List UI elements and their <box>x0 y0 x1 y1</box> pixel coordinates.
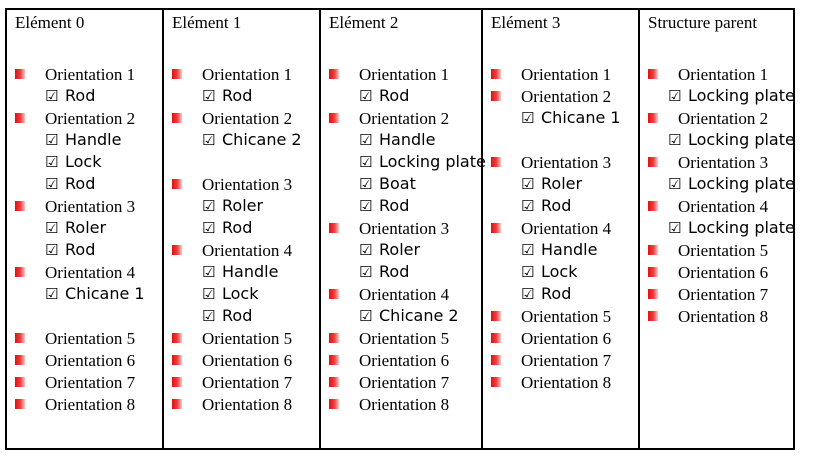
checked-item-rod[interactable] <box>359 86 409 108</box>
checkbox-checked-icon[interactable]: ☑ <box>359 87 373 105</box>
item-label: Rod <box>65 86 96 105</box>
red-square-bullet-icon <box>648 157 658 167</box>
orientation-label: Orientation 5 <box>359 329 450 348</box>
red-square-bullet-icon <box>648 201 658 211</box>
orientation-label: Orientation 7 <box>359 373 450 392</box>
checkbox-checked-icon[interactable]: ☑ <box>202 219 216 237</box>
item-label: Locking plate <box>688 86 795 105</box>
column-structure-parent <box>640 10 793 448</box>
orientation-label: Orientation 6 <box>359 351 450 370</box>
checkbox-checked-icon[interactable]: ☑ <box>45 131 59 149</box>
checked-item-chicane-2[interactable] <box>202 130 302 152</box>
item-label: Lock <box>222 284 259 303</box>
orientation-label: Orientation 6 <box>521 329 612 348</box>
orientation-label: Orientation 2 <box>359 109 450 128</box>
orientation-row <box>321 394 481 416</box>
orientation-label: Orientation 6 <box>202 351 293 370</box>
orientation-label: Orientation 2 <box>521 87 612 106</box>
checkbox-checked-icon[interactable]: ☑ <box>202 285 216 303</box>
checked-item-lock[interactable] <box>202 284 258 306</box>
red-square-bullet-icon <box>172 377 182 387</box>
orientation-label: Orientation 5 <box>521 307 612 326</box>
checkbox-checked-icon[interactable]: ☑ <box>521 285 535 303</box>
orientation-row <box>640 284 793 306</box>
orientation-row <box>483 350 638 372</box>
column-element-2 <box>321 10 486 448</box>
orientation-row <box>483 64 638 86</box>
item-label: Locking plate <box>688 130 795 149</box>
orientation-row <box>321 328 481 350</box>
checkbox-checked-icon[interactable]: ☑ <box>202 131 216 149</box>
orientation-label: Orientation 4 <box>678 197 769 216</box>
orientation-row <box>164 350 319 372</box>
orientation-label: Orientation 5 <box>678 241 769 260</box>
checkbox-checked-icon[interactable]: ☑ <box>521 109 535 127</box>
orientation-label: Orientation 6 <box>45 351 136 370</box>
orientation-row <box>640 108 793 130</box>
orientation-label: Orientation 8 <box>359 395 450 414</box>
checked-item-roler[interactable] <box>45 218 106 240</box>
checked-item-handle[interactable] <box>521 240 597 262</box>
red-square-bullet-icon <box>329 399 339 409</box>
checkbox-checked-icon[interactable]: ☑ <box>202 197 216 215</box>
orientation-label: Orientation 7 <box>202 373 293 392</box>
item-label: Chicane 2 <box>222 130 302 149</box>
checked-item-lock[interactable] <box>521 262 577 284</box>
orientation-row <box>483 218 638 240</box>
orientation-label: Orientation 1 <box>521 65 612 84</box>
red-square-bullet-icon <box>172 113 182 123</box>
orientation-label: Orientation 8 <box>202 395 293 414</box>
column-element-1 <box>164 10 321 448</box>
red-square-bullet-icon <box>15 399 25 409</box>
red-square-bullet-icon <box>15 377 25 387</box>
orientation-label: Orientation 2 <box>45 109 136 128</box>
item-label: Locking plate <box>688 218 795 237</box>
orientation-row <box>321 350 481 372</box>
orientation-row <box>164 240 319 262</box>
checked-item-chicane-1[interactable] <box>521 108 621 130</box>
checked-item-rod[interactable] <box>521 196 571 218</box>
orientation-label: Orientation 7 <box>45 373 136 392</box>
column-title: Elément 0 <box>15 13 85 32</box>
orientation-label: Orientation 6 <box>678 263 769 282</box>
orientation-row <box>640 306 793 328</box>
orientation-row <box>640 262 793 284</box>
checkbox-checked-icon[interactable]: ☑ <box>521 263 535 281</box>
checked-item-rod[interactable] <box>521 284 571 306</box>
item-label: Locking plate <box>379 152 486 171</box>
item-label: Roler <box>379 240 421 259</box>
checked-item-handle[interactable] <box>45 130 121 152</box>
orientation-label: Orientation 5 <box>202 329 293 348</box>
orientation-label: Orientation 1 <box>359 65 450 84</box>
checked-item-chicane-2[interactable] <box>359 306 459 328</box>
orientation-row <box>7 394 162 416</box>
orientation-label: Orientation 3 <box>521 153 612 172</box>
item-label: Boat <box>379 174 416 193</box>
column-title: Elément 1 <box>172 13 242 32</box>
orientation-row <box>640 64 793 86</box>
red-square-bullet-icon <box>15 267 25 277</box>
checked-item-rod[interactable] <box>45 86 95 108</box>
orientation-row <box>640 152 793 174</box>
orientation-label: Orientation 2 <box>678 109 769 128</box>
red-square-bullet-icon <box>172 179 182 189</box>
red-square-bullet-icon <box>491 311 501 321</box>
item-label: Lock <box>541 262 578 281</box>
checked-item-locking-plate[interactable] <box>359 152 486 174</box>
red-square-bullet-icon <box>329 69 339 79</box>
checked-item-rod[interactable] <box>202 86 252 108</box>
red-square-bullet-icon <box>172 245 182 255</box>
item-label: Rod <box>65 174 96 193</box>
orientation-label: Orientation 1 <box>45 65 136 84</box>
orientation-label: Orientation 4 <box>45 263 136 282</box>
column-title: Elément 2 <box>329 13 399 32</box>
red-square-bullet-icon <box>491 333 501 343</box>
checkbox-checked-icon[interactable]: ☑ <box>359 175 373 193</box>
item-label: Roler <box>541 174 583 193</box>
item-label: Rod <box>379 196 410 215</box>
item-label: Lock <box>65 152 102 171</box>
orientation-label: Orientation 3 <box>202 175 293 194</box>
checkbox-checked-icon[interactable]: ☑ <box>521 175 535 193</box>
orientation-label: Orientation 4 <box>521 219 612 238</box>
checked-item-locking-plate[interactable] <box>668 86 795 108</box>
orientation-row <box>321 64 481 86</box>
checkbox-checked-icon[interactable]: ☑ <box>45 219 59 237</box>
checked-item-boat[interactable] <box>359 174 416 196</box>
orientation-label: Orientation 7 <box>521 351 612 370</box>
orientation-row <box>321 372 481 394</box>
item-label: Rod <box>541 284 572 303</box>
checkbox-checked-icon[interactable]: ☑ <box>359 263 373 281</box>
orientation-row <box>483 372 638 394</box>
red-square-bullet-icon <box>329 333 339 343</box>
item-label: Handle <box>541 240 598 259</box>
checkbox-checked-icon[interactable]: ☑ <box>359 241 373 259</box>
orientation-label: Orientation 4 <box>202 241 293 260</box>
red-square-bullet-icon <box>15 333 25 343</box>
checkbox-checked-icon[interactable]: ☑ <box>359 307 373 325</box>
orientation-label: Orientation 4 <box>359 285 450 304</box>
item-label: Chicane 1 <box>65 284 145 303</box>
item-label: Rod <box>222 218 253 237</box>
red-square-bullet-icon <box>648 311 658 321</box>
item-label: Roler <box>222 196 264 215</box>
item-label: Handle <box>65 130 122 149</box>
red-square-bullet-icon <box>491 157 501 167</box>
checkbox-checked-icon[interactable]: ☑ <box>668 131 682 149</box>
item-label: Rod <box>222 306 253 325</box>
checkbox-checked-icon[interactable]: ☑ <box>45 87 59 105</box>
checked-item-roler[interactable] <box>202 196 263 218</box>
item-label: Rod <box>65 240 96 259</box>
checkbox-checked-icon[interactable]: ☑ <box>521 241 535 259</box>
orientation-label: Orientation 1 <box>202 65 293 84</box>
orientation-label: Orientation 2 <box>202 109 293 128</box>
checked-item-roler[interactable] <box>359 240 420 262</box>
orientation-label: Orientation 5 <box>45 329 136 348</box>
checkbox-checked-icon[interactable]: ☑ <box>202 263 216 281</box>
red-square-bullet-icon <box>329 355 339 365</box>
orientation-row <box>7 372 162 394</box>
orientation-row <box>321 108 481 130</box>
orientation-label: Orientation 8 <box>521 373 612 392</box>
orientation-row <box>7 196 162 218</box>
red-square-bullet-icon <box>329 377 339 387</box>
red-square-bullet-icon <box>648 289 658 299</box>
checked-item-rod[interactable] <box>202 218 252 240</box>
red-square-bullet-icon <box>172 69 182 79</box>
red-square-bullet-icon <box>15 113 25 123</box>
column-element-3 <box>483 10 640 448</box>
item-label: Locking plate <box>688 174 795 193</box>
orientation-row <box>483 86 638 108</box>
orientation-row <box>7 328 162 350</box>
checked-item-locking-plate[interactable] <box>668 130 795 152</box>
item-label: Roler <box>65 218 107 237</box>
orientation-row <box>483 328 638 350</box>
item-label: Chicane 1 <box>541 108 621 127</box>
orientation-row <box>7 262 162 284</box>
orientation-row <box>164 328 319 350</box>
orientation-row <box>164 372 319 394</box>
orientation-row <box>7 108 162 130</box>
checked-item-rod[interactable] <box>359 262 409 284</box>
checkbox-checked-icon[interactable]: ☑ <box>202 87 216 105</box>
orientation-row <box>7 350 162 372</box>
red-square-bullet-icon <box>172 333 182 343</box>
checked-item-locking-plate[interactable] <box>668 218 795 240</box>
checkbox-checked-icon[interactable]: ☑ <box>45 175 59 193</box>
orientation-row <box>640 196 793 218</box>
orientation-label: Orientation 8 <box>678 307 769 326</box>
checked-item-rod[interactable] <box>359 196 409 218</box>
orientation-table <box>5 8 795 450</box>
checkbox-checked-icon[interactable]: ☑ <box>359 153 373 171</box>
item-label: Rod <box>222 86 253 105</box>
red-square-bullet-icon <box>15 201 25 211</box>
orientation-row <box>164 108 319 130</box>
orientation-label: Orientation 3 <box>45 197 136 216</box>
checkbox-checked-icon[interactable]: ☑ <box>359 197 373 215</box>
checkbox-checked-icon[interactable]: ☑ <box>359 131 373 149</box>
checked-item-rod[interactable] <box>202 306 252 328</box>
checkbox-checked-icon[interactable]: ☑ <box>521 197 535 215</box>
red-square-bullet-icon <box>491 91 501 101</box>
orientation-label: Orientation 8 <box>45 395 136 414</box>
column-title: Elément 3 <box>491 13 561 32</box>
red-square-bullet-icon <box>329 223 339 233</box>
item-label: Chicane 2 <box>379 306 459 325</box>
checked-item-locking-plate[interactable] <box>668 174 795 196</box>
checked-item-handle[interactable] <box>359 130 435 152</box>
checked-item-chicane-1[interactable] <box>45 284 145 306</box>
checkbox-checked-icon[interactable]: ☑ <box>668 175 682 193</box>
orientation-row <box>321 284 481 306</box>
checkbox-checked-icon[interactable]: ☑ <box>668 87 682 105</box>
orientation-label: Orientation 1 <box>678 65 769 84</box>
orientation-row <box>164 394 319 416</box>
red-square-bullet-icon <box>648 267 658 277</box>
red-square-bullet-icon <box>15 69 25 79</box>
red-square-bullet-icon <box>648 69 658 79</box>
checkbox-checked-icon[interactable]: ☑ <box>668 219 682 237</box>
item-label: Rod <box>379 86 410 105</box>
red-square-bullet-icon <box>648 245 658 255</box>
red-square-bullet-icon <box>491 377 501 387</box>
orientation-row <box>7 64 162 86</box>
checked-item-roler[interactable] <box>521 174 582 196</box>
item-label: Rod <box>541 196 572 215</box>
red-square-bullet-icon <box>491 355 501 365</box>
red-square-bullet-icon <box>15 355 25 365</box>
red-square-bullet-icon <box>172 355 182 365</box>
checked-item-lock[interactable] <box>45 152 101 174</box>
orientation-label: Orientation 3 <box>678 153 769 172</box>
orientation-row <box>164 174 319 196</box>
orientation-row <box>164 64 319 86</box>
orientation-label: Orientation 7 <box>678 285 769 304</box>
column-element-0 <box>7 10 164 448</box>
checkbox-checked-icon[interactable]: ☑ <box>45 153 59 171</box>
orientation-label: Orientation 3 <box>359 219 450 238</box>
item-label: Rod <box>379 262 410 281</box>
orientation-row <box>483 306 638 328</box>
item-label: Handle <box>222 262 279 281</box>
checkbox-checked-icon[interactable]: ☑ <box>45 285 59 303</box>
red-square-bullet-icon <box>491 69 501 79</box>
item-label: Handle <box>379 130 436 149</box>
red-square-bullet-icon <box>648 113 658 123</box>
red-square-bullet-icon <box>329 289 339 299</box>
red-square-bullet-icon <box>329 113 339 123</box>
orientation-row <box>321 218 481 240</box>
checkbox-checked-icon[interactable]: ☑ <box>202 307 216 325</box>
orientation-row <box>640 240 793 262</box>
checked-item-rod[interactable] <box>45 174 95 196</box>
red-square-bullet-icon <box>172 399 182 409</box>
checked-item-handle[interactable] <box>202 262 278 284</box>
orientation-row <box>483 152 638 174</box>
checked-item-rod[interactable] <box>45 240 95 262</box>
checkbox-checked-icon[interactable]: ☑ <box>45 241 59 259</box>
column-title: Structure parent <box>648 13 758 32</box>
red-square-bullet-icon <box>491 223 501 233</box>
